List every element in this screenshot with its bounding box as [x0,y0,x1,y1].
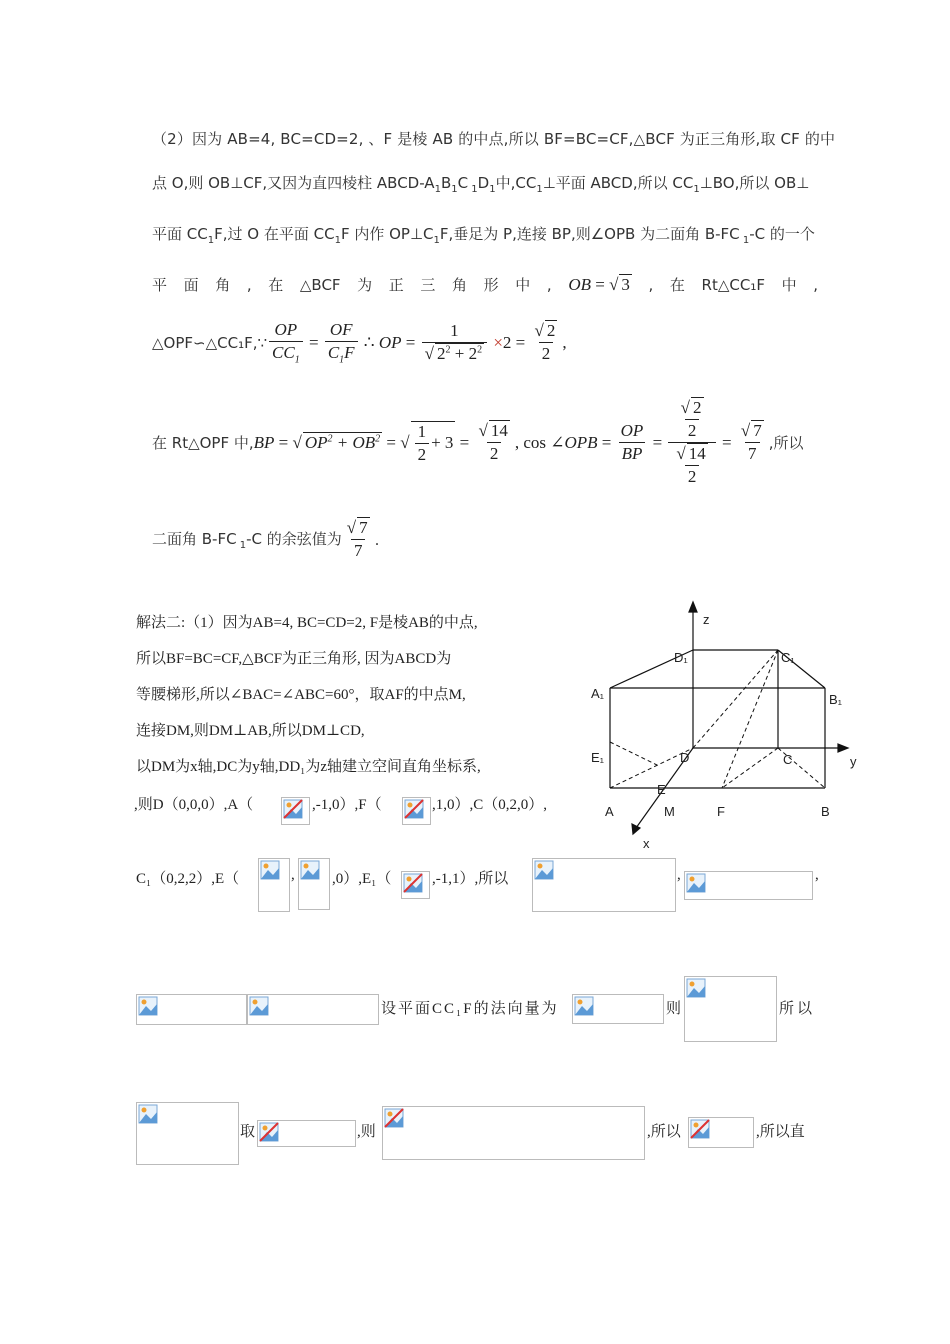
m2-p7-c: ,0）,E₁（ [332,871,392,887]
broken-image-icon [532,858,676,912]
edge-d-c1 [693,650,778,748]
part2-line2: 点 O,则 OB⊥CF,又因为直四棱柱 ABCD-$A_1B_1C$ $_1D_1$中$,CC_1\perp$平面 ABCD,所以 $CC_1\perp BO$,所以 OB⊥ [152,174,810,195]
z-axis-arrow [689,602,697,612]
m2-p1: 解法二:（1）因为AB=4, BC=CD=2, F是棱AB的中点, [136,615,478,631]
m2-p9-c: ,所以 [647,1124,681,1140]
label-m: M [664,804,675,819]
m2-p4: 连接DM,则DM⊥AB,所以DM⊥CD, [136,723,365,739]
m2-p6-b: ,-1,0）,F（ [312,797,382,813]
broken-image-icon [572,994,664,1024]
m2-p6-a: ,则D（0,0,0）,A（ [134,797,254,813]
broken-image-icon [688,1117,754,1148]
edge-c1-f [722,650,778,788]
m2-p7-d: ,-1,1）,所以 [432,871,509,887]
label-y: y [850,754,857,769]
label-c: C [783,752,793,767]
y-axis-arrow [838,744,848,752]
m2-p8-b: 则 [666,1001,682,1017]
m2-p9-b: ,则 [357,1124,376,1140]
label-a: A [605,804,614,819]
label-c1: C₁ [781,650,795,665]
broken-image-icon [402,797,431,825]
m2-p7-e: , [677,867,681,883]
m2-p7-b: , [291,867,295,883]
ob-equals-sqrt3: OB = √ 3 [568,274,630,294]
label-x: x [643,836,650,851]
m2-p8-a: 设平面CC₁F的法向量为 [381,1001,559,1017]
broken-image-icon [684,976,777,1042]
broken-image-icon [257,1120,356,1147]
part2-line5: △OPF∽△CC₁F,∵ $\frac{OP}{CC_1}$ = $\frac{OF}{C_1F}$ ∴ OP = $\frac{1}{√ 2^2 + 2^2}$ × 2 = $\frac{√ 2}{2}$ , [152,320,567,366]
label-b1: B₁ [829,692,843,707]
label-e: E [657,782,666,797]
part2-line1: （2）因为 AB=4, BC=CD=2, 、F 是棱 AB 的中点,所以 BF=BC=CF,△BCF 为正三角形,取 CF 的中 [152,130,836,148]
m2-p6-c: ,1,0）,C（0,2,0）, [432,797,548,813]
part2-line7: 二面角 B-FC $_1$-C 的余弦值为 $\frac{√ 7}{7}$ . [152,518,380,560]
label-a1: A₁ [591,686,605,701]
label-d: D [680,750,690,765]
x-axis-arrow [632,824,640,834]
broken-image-icon [401,871,430,899]
label-b: B [821,804,830,819]
m2-p3: 等腰梯形,所以∠BAC=∠ABC=60°，取AF的中点M, [136,687,466,703]
part2-line3: 平面 $CC_1F$,过 O 在平面 $CC_1F$ 内作 $OP\perp C_1F$,垂足为 P,连接 BP,则∠OPB 为二面角 B-FC $_1$-C 的一个 [152,225,815,246]
prism-figure [580,598,860,853]
m2-p7-a: C₁（0,2,2）,E（ [136,871,240,887]
label-f: F [717,804,725,819]
broken-image-icon [684,871,813,900]
broken-image-icon [258,858,290,912]
broken-image-icon [136,994,247,1025]
part2-line6: 在 Rt△OPF 中, BP = √ $OP^2 + OB^2$ = √ $\frac{1}{2}$ + 3 = $\frac{√ 14}{2}$ , cos ∠ OPB = $\frac{OP}{BP}$ = $\frac{\frac{√ 2}{2}}{\frac{√ 14}{2}}$ = $\frac{√ 7}{7}$ ,所以 [152,398,804,486]
m2-p2: 所以BF=BC=CF,△BCF为正三角形, 因为ABCD为 [136,651,452,667]
m2-p7-f: , [815,867,819,883]
m2-p5: 以DM为x轴,DC为y轴,DD₁为z轴建立空间直角坐标系, [136,759,481,775]
broken-image-icon [247,994,379,1025]
broken-image-icon [136,1102,239,1165]
broken-image-icon [382,1106,645,1160]
m2-p9-d: ,所以直 [756,1124,805,1140]
edge-e1-e [610,742,657,765]
label-d1: D₁ [674,650,688,665]
broken-image-icon [281,797,310,825]
m2-p8-c: 所以 [779,1001,816,1017]
broken-image-icon [298,858,330,910]
m2-p9-a: 取 [240,1124,256,1140]
label-e1: E₁ [591,750,605,765]
part2-line4: 平 面 角 , 在 △BCF 为 正 三 角 形 中 , OB = √ 3 , 在 Rt△CC₁F 中 , [152,274,818,294]
label-z: z [703,612,710,627]
